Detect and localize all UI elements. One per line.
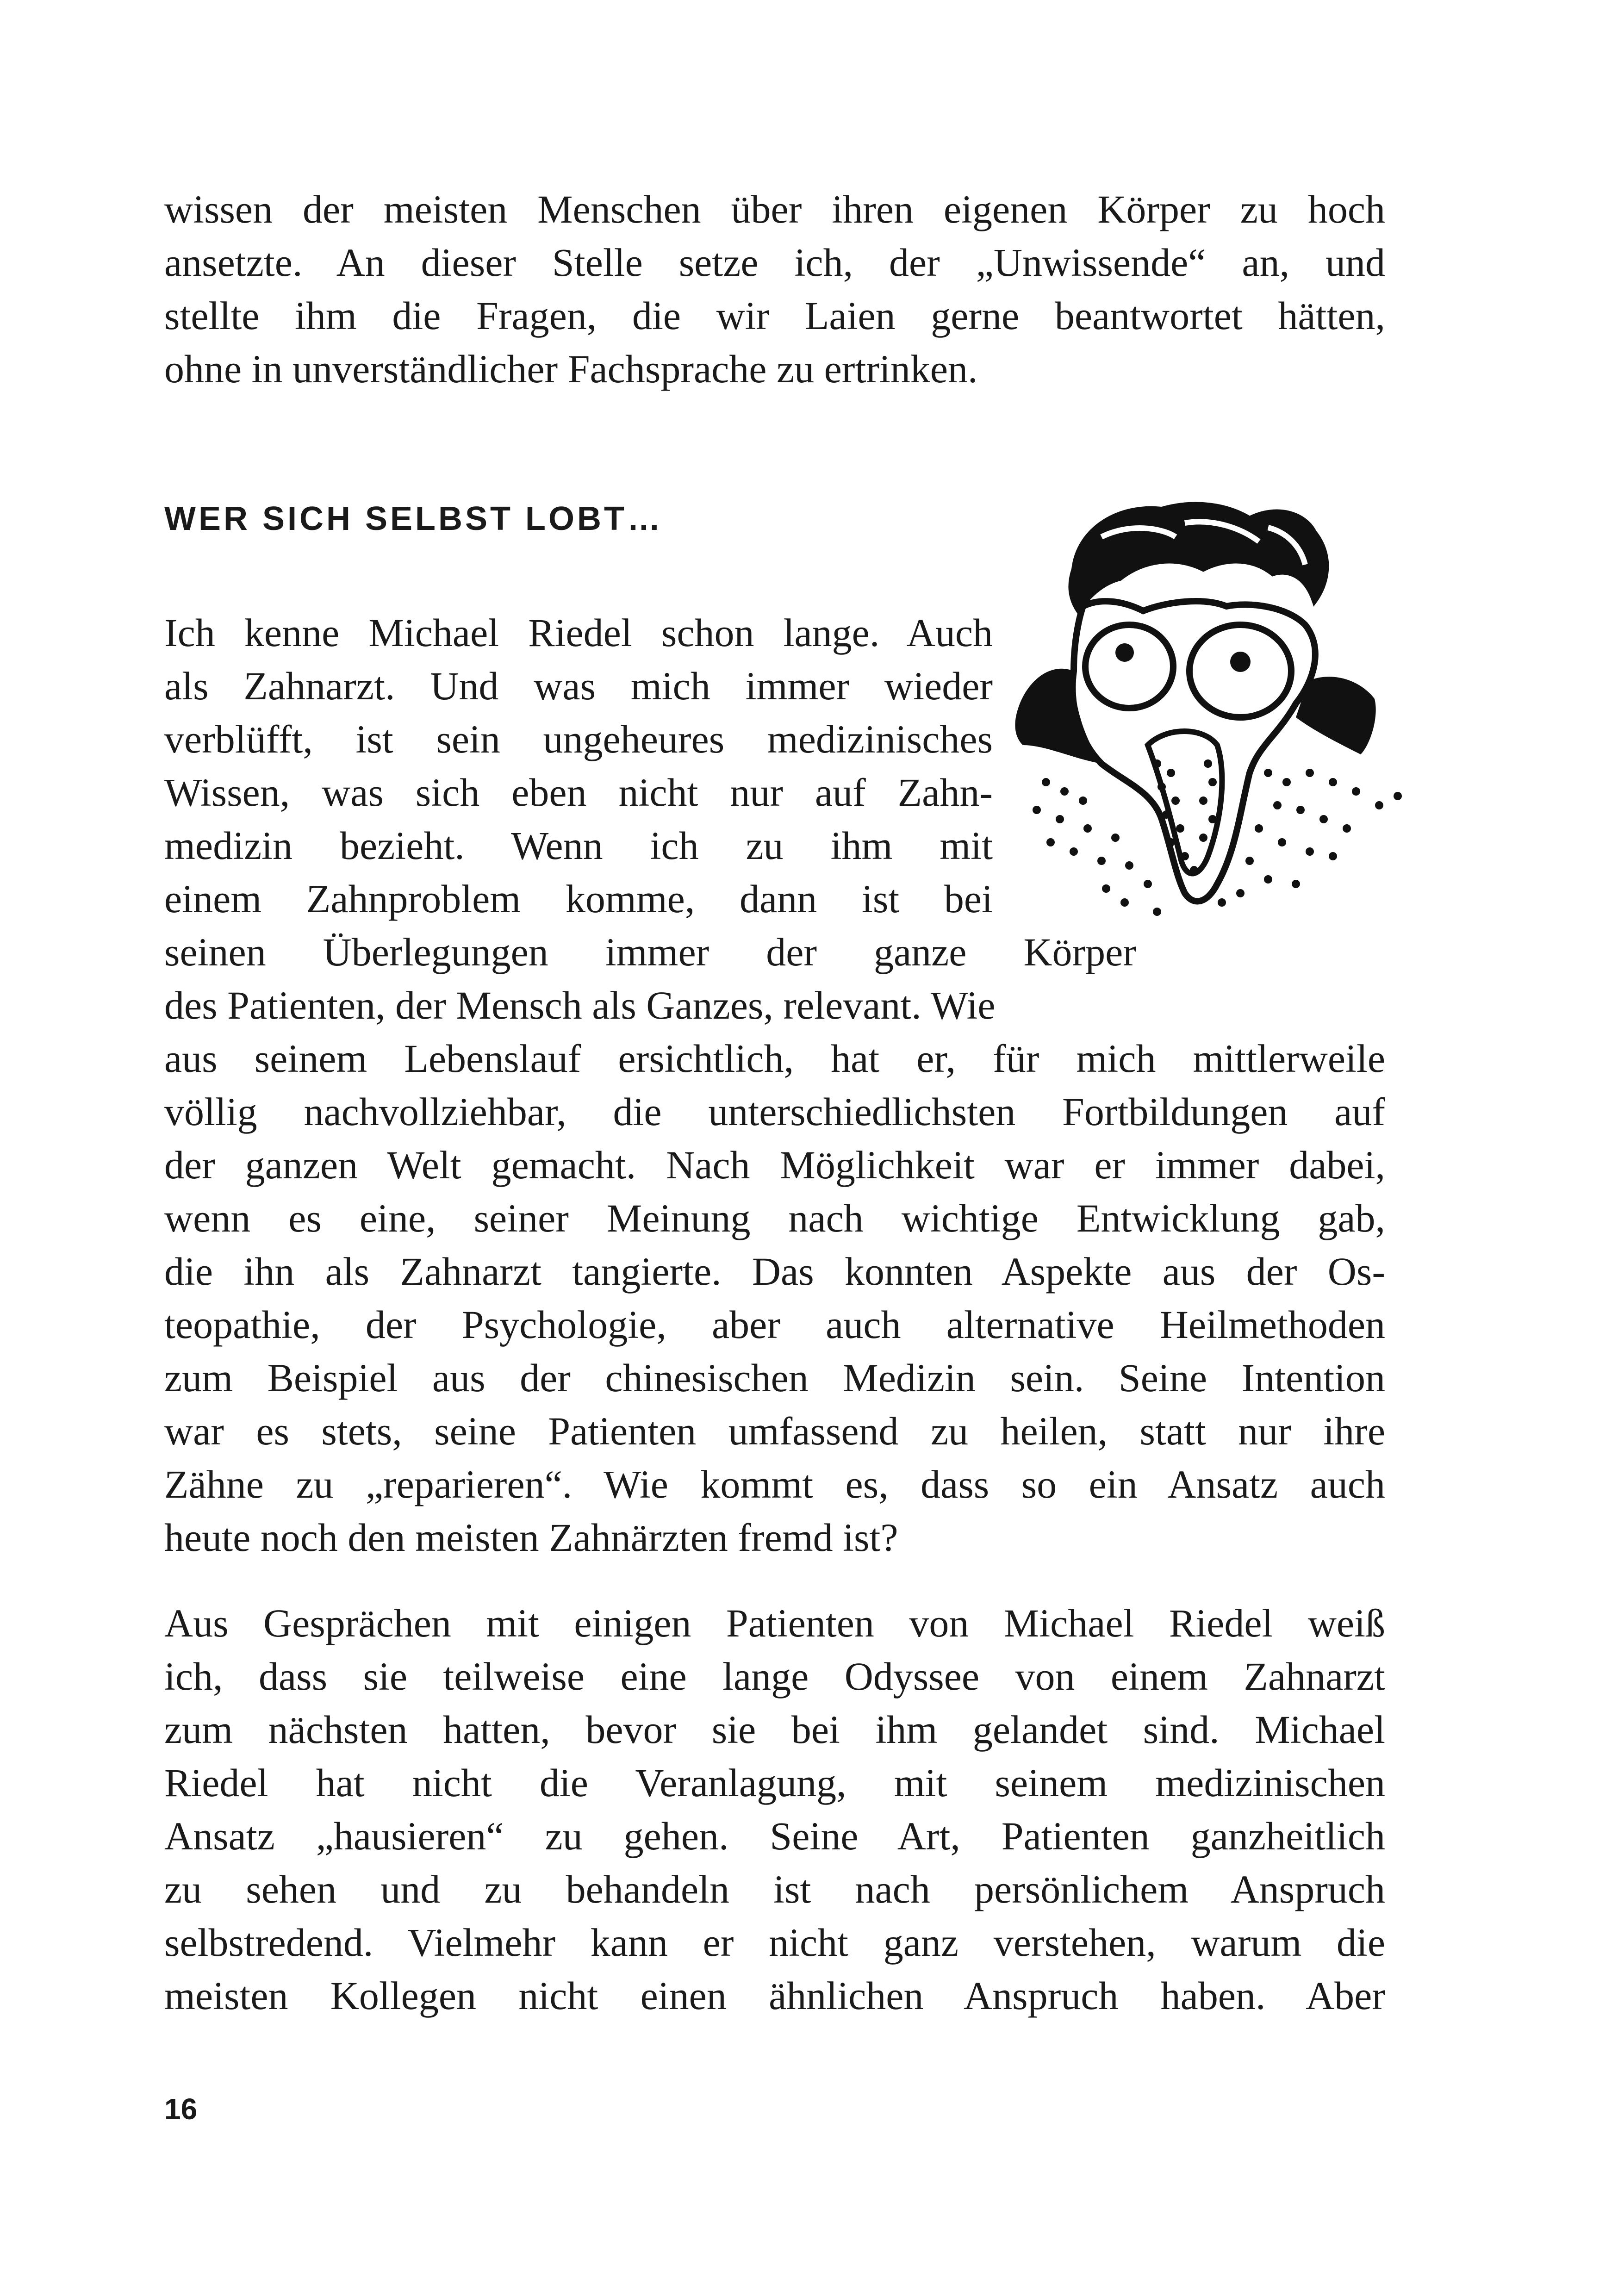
page-number: 16: [164, 2092, 198, 2126]
text-line: als Zahnarzt. Und was mich immer wieder: [164, 664, 993, 708]
text-line: teopathie, der Psychologie, aber auch alternative Heilmethoden: [164, 1302, 1385, 1347]
text-line: stellte ihm die Fragen, die wir Laien gerne beantwortet hätten,: [164, 293, 1385, 338]
text-line: medizin bezieht. Wenn ich zu ihm mit: [164, 823, 993, 868]
paragraph-2: [164, 1597, 1385, 2022]
text-line: Ansatz „hausieren“ zu gehen. Seine Art, Patienten ganzheitlich: [164, 1814, 1385, 1858]
text-line: verblüfft, ist sein ungeheures medizinisches: [164, 717, 993, 761]
text-line: aus seinem Lebenslauf ersichtlich, hat er, für mich mittlerweile: [164, 1036, 1385, 1081]
text-line: Aus Gesprächen mit einigen Patienten von Michael Riedel weiß: [164, 1601, 1385, 1645]
text-line: zu sehen und zu behandeln ist nach persönlichem Anspruch: [164, 1867, 1385, 1911]
intro-paragraph: [164, 183, 1385, 396]
text-line: seinen Überlegungen immer der ganze Körper: [164, 930, 1136, 974]
text-line: wissen der meisten Menschen über ihren eigenen Körper zu hoch: [164, 187, 1385, 231]
text-line: Wissen, was sich eben nicht nur auf Zahn-: [164, 770, 993, 815]
text-line: meisten Kollegen nicht einen ähnlichen Anspruch haben. Aber: [164, 1973, 1385, 2018]
paragraph-1: [164, 606, 1385, 1564]
text-line: Ich kenne Michael Riedel schon lange. Auch: [164, 610, 993, 655]
text-line: ich, dass sie teilweise eine lange Odyssee von einem Zahnarzt: [164, 1654, 1385, 1699]
text-line: der ganzen Welt gemacht. Nach Möglichkeit war er immer dabei,: [164, 1143, 1385, 1187]
text-line: ansetzte. An dieser Stelle setze ich, der „Unwissende“ an, und: [164, 240, 1385, 285]
text-line: selbstredend. Vielmehr kann er nicht ganz verstehen, warum die: [164, 1920, 1385, 1965]
text-line: wenn es eine, seiner Meinung nach wichtige Entwicklung gab,: [164, 1196, 1385, 1240]
text-line: Riedel hat nicht die Veranlagung, mit seinem medizinischen: [164, 1761, 1385, 1805]
text-line: war es stets, seine Patienten umfassend zu heilen, statt nur ihre: [164, 1409, 1385, 1453]
text-line: des Patienten, der Mensch als Ganzes, relevant. Wie: [164, 983, 996, 1027]
text-line: zum nächsten hatten, bevor sie bei ihm gelandet sind. Michael: [164, 1707, 1385, 1752]
text-line: ohne in unverständlicher Fachsprache zu ertrinken.: [164, 347, 978, 391]
text-line: heute noch den meisten Zahnärzten fremd ist?: [164, 1515, 898, 1560]
text-line: einem Zahnproblem komme, dann ist bei: [164, 877, 993, 921]
text-line: zum Beispiel aus der chinesischen Medizin sein. Seine Intention: [164, 1356, 1385, 1400]
text-line: die ihn als Zahnarzt tangierte. Das konnten Aspekte aus der Os-: [164, 1249, 1385, 1294]
section-heading: WER SICH SELBST LOBT…: [164, 500, 663, 537]
text-line: Zähne zu „reparieren“. Wie kommt es, dass so ein Ansatz auch: [164, 1462, 1385, 1506]
text-line: völlig nachvollziehbar, die unterschiedlichsten Fortbildungen auf: [164, 1089, 1385, 1134]
